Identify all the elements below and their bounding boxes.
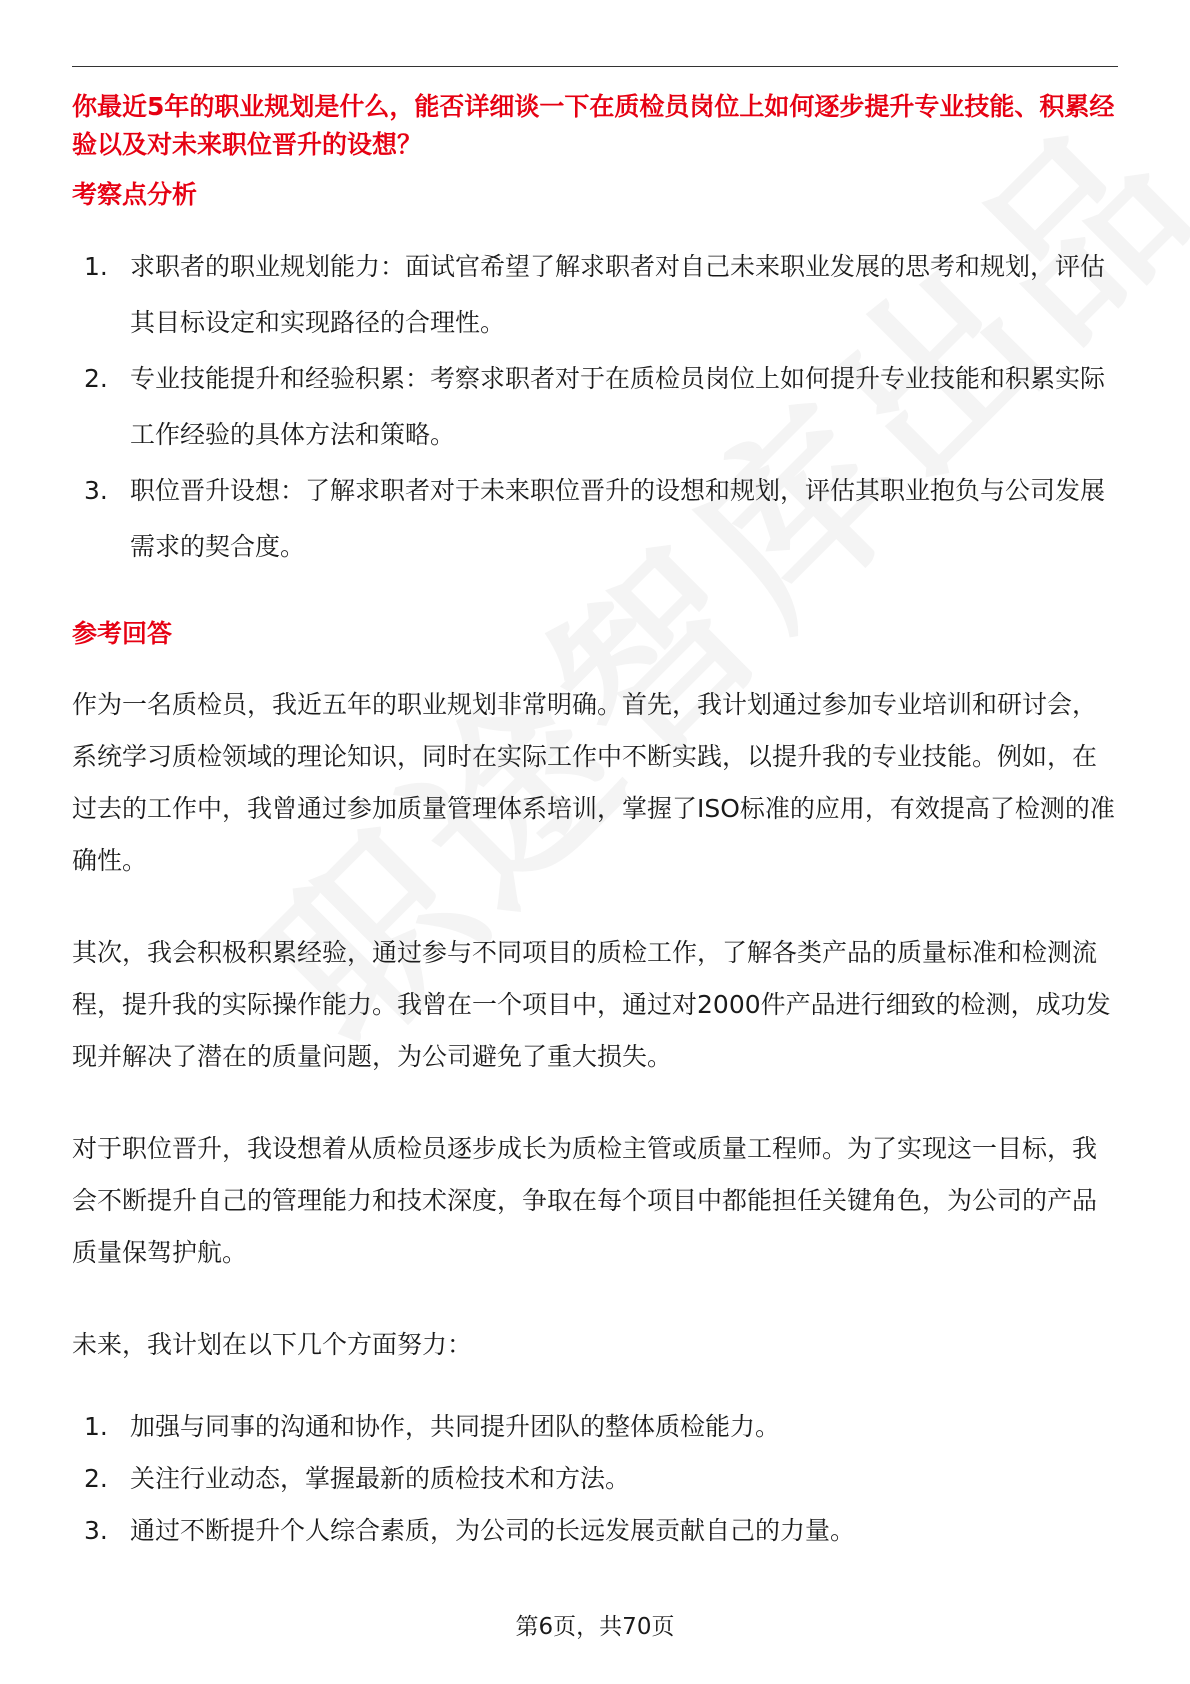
answer-paragraph: 未来，我计划在以下几个方面努力：	[72, 1330, 473, 1359]
list-text: 职位晋升设想：了解求职者对于未来职位晋升的设想和规划，评估其职业抱负与公司发展需求的契合度。	[130, 476, 1106, 561]
list-item	[72, 1505, 1118, 1557]
list-number: 1.	[84, 252, 108, 281]
list-item	[72, 239, 1118, 351]
list-number: 2.	[84, 364, 108, 393]
question-heading: 你最近5年的职业规划是什么，能否详细谈一下在质检员岗位上如何逐步提升专业技能、积累经验以及对未来职位晋升的设想？	[72, 92, 1115, 159]
answer-paragraph: 对于职位晋升，我设想着从质检员逐步成长为质检主管或质量工程师。为了实现这一目标，我会不断提升自己的管理能力和技术深度，争取在每个项目中都能担任关键角色，为公司的产品质量保驾护航。	[72, 1134, 1098, 1267]
document-body	[72, 88, 1118, 1557]
list-item	[72, 1453, 1118, 1505]
list-number: 2.	[84, 1464, 108, 1493]
list-text: 通过不断提升个人综合素质，为公司的长远发展贡献自己的力量。	[130, 1516, 856, 1545]
list-number: 3.	[84, 476, 108, 505]
list-number: 1.	[84, 1412, 108, 1441]
list-text: 加强与同事的沟通和协作，共同提升团队的整体质检能力。	[130, 1412, 781, 1441]
list-item	[72, 1401, 1118, 1453]
list-text: 关注行业动态，掌握最新的质检技术和方法。	[130, 1464, 631, 1493]
list-text: 求职者的职业规划能力：面试官希望了解求职者对自己未来职业发展的思考和规划，评估其目标设定和实现路径的合理性。	[130, 252, 1106, 337]
top-divider	[72, 66, 1118, 67]
list-item	[72, 351, 1118, 463]
analysis-list	[72, 239, 1118, 575]
answer-title: 参考回答	[72, 619, 173, 648]
list-item	[72, 463, 1118, 575]
answer-paragraph: 其次，我会积极积累经验，通过参与不同项目的质检工作，了解各类产品的质量标准和检测流程，提升我的实际操作能力。我曾在一个项目中，通过对2000件产品进行细致的检测，成功发现并解决了潜在的质量问题，为公司避免了重大损失。	[72, 938, 1111, 1071]
page-number: 第6页，共70页	[515, 1614, 675, 1640]
answer-paragraph: 作为一名质检员，我近五年的职业规划非常明确。首先，我计划通过参加专业培训和研讨会，系统学习质检领域的理论知识，同时在实际工作中不断实践，以提升我的专业技能。例如，在过去的工作中，我曾通过参加质量管理体系培训，掌握了ISO标准的应用，有效提高了检测的准确性。	[72, 690, 1115, 875]
analysis-title: 考察点分析	[72, 180, 198, 209]
list-text: 专业技能提升和经验积累：考察求职者对于在质检员岗位上如何提升专业技能和积累实际工作经验的具体方法和策略。	[130, 364, 1106, 449]
future-plan-list	[72, 1401, 1118, 1557]
list-number: 3.	[84, 1516, 108, 1545]
